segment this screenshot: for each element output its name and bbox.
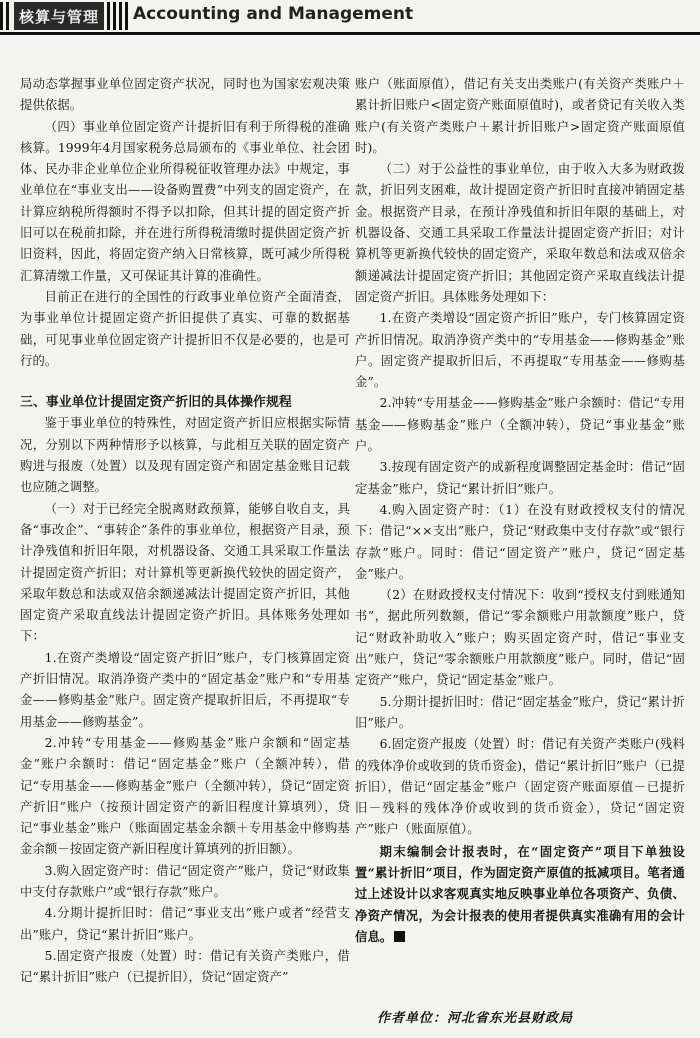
paragraph: 5.固定资产报废（处置）时：借记有关资产类账户，借记“累计折旧”账户（已提折旧），贷记“固定资产” [20,948,350,985]
closing-paragraph [355,841,685,947]
paragraph: （一）对于已经完全脱离财政预算，能够自收自支，具备“事改企”、“事转企”条件的事业单位，根据资产目录，预计净残值和折旧年限，对机器设备、交通工具采取工作量法计提固定资产折旧；对计算机等更新换代较快的固定资产，采取年数总和法或双倍余额递减法计提固定资产折旧，其他固定资产采取直线法计提固定资产折旧。具体账务处理如下： [20,501,350,644]
paragraph: 3.按现有固定资产的成新程度调整固定基金时：借记“固定基金”账户，贷记“累计折旧”账户。 [355,460,685,496]
paragraph: 6.固定资产报废（处置）时：借记有关资产类账户(残料的残体净价或收到的货币资金)，借记“累计折旧”账户（已提折旧），借记“固定基金”账户（固定资产账面原值－已提折旧－残料的残体净价或收到的货币资金），贷记“固定资产”账户（账面原值）。 [355,737,685,837]
header-bars-mid [107,2,128,30]
paragraph: 5.分期计提折旧时：借记“固定基金”账户，贷记“累计折旧”账户。 [355,694,685,730]
paragraph: 2.冲转“专用基金——修购基金”账户余额和“固定基金”账户余额时：借记“固定基金”账户（全额冲转），借记“专用基金——修购基金”账户（全额冲转），贷记“固定资产折旧”账户（按预计固定资产的新旧程度计算填列），贷记“事业基金”账户（账面固定基金余额＋专用基金中修购基金余额－按固定资产新旧程度计算填列的折旧额）。 [20,735,350,857]
paragraph: 局动态掌握事业单位固定资产状况，同时也为国家宏观决策提供依据。 [20,77,350,113]
paragraph: 目前正在进行的全国性的行政事业单位资产全面清查，为事业单位计提固定资产折旧提供了真实、可靠的数据基础，可见事业单位固定资产计提折旧不仅是必要的，也是可行的。 [20,289,350,368]
end-mark-icon [394,931,405,942]
header-rule [0,32,700,35]
paragraph: 鉴于事业单位的特殊性，对固定资产折旧应根据实际情况，分别以下两种情形予以核算，与此相互关联的固定资产购进与报废（处置）以及现有固定资产和固定基金账目记载也应随之调整。 [20,416,350,495]
page-header [0,0,700,38]
journal-title: Accounting and Management [133,4,414,24]
paragraph: 3.购入固定资产时：借记“固定资产”账户，贷记“财政集中支付存款账户”或“银行存款”账户。 [20,863,350,899]
right-column [355,74,685,947]
header-bars-left [0,2,9,30]
section-heading: 三、事业单位计提固定资产折旧的具体操作规程 [20,395,292,411]
paragraph: 1.在资产类增设“固定资产折旧”账户，专门核算固定资产折旧情况。取消净资产类中的“专用基金——修购基金”账户。固定资产提取折旧后，不再提取“专用基金——修购基金”。 [355,311,685,390]
author-affiliation: 作者单位：河北省东光县财政局 [377,1011,574,1026]
left-column [20,74,350,988]
paragraph: 4.分期计提折旧时：借记“事业支出”账户或者“经营支出”账户，贷记“累计折旧”账户。 [20,906,350,942]
section-tag: 核算与管理 [14,2,104,30]
paragraph: （二）对于公益性的事业单位，由于收入大多为财政拨款，折旧列支困难，故计提固定资产折旧时直接冲销固定基金。根据资产目录，在预计净残值和折旧年限的基础上，对机器设备、交通工具采取工作量法计提固定资产折旧；对计算机等更新换代较快的固定资产，采取年数总和法或双倍余额递减法计提固定资产折旧；其他固定资产采取直线法计提固定资产折旧。具体账务处理如下： [355,162,685,304]
paragraph: 2.冲转“专用基金——修购基金”账户余额时：借记“专用基金——修购基金”账户（全额冲转），贷记“事业基金”账户。 [355,396,685,454]
closing-text: 期末编制会计报表时，在“固定资产”项目下单独设置“累计折旧”项目，作为固定资产原值的抵减项目。笔者通过上述设计以求客观真实地反映事业单位各项资产、负债、净资产情况，为会计报表的使用者提供真实准确有用的会计信息。 [355,843,685,944]
paragraph: 账户（账面原值），借记有关支出类账户(有关资产类账户＋累计折旧账户<固定资产账面原值时)，或者贷记有关收入类账户(有关资产类账户＋累计折旧账户>固定资产账面原值时)。 [355,77,685,155]
paragraph: 1.在资产类增设“固定资产折旧”账户，专门核算固定资产折旧情况。取消净资产类中的“固定基金”账户和“专用基金——修购基金”账户。固定资产提取折旧后，不再提取“专用基金——修购基金”。 [20,650,350,729]
paragraph: （2）在财政授权支付情况下：收到“授权支付到账通知书”，据此所列数额，借记“零余额账户用款额度”账户，贷记“财政补助收入”账户；购买固定资产时，借记“事业支出”账户，贷记“零余额账户用款额度”账户。同时，借记“固定资产”账户，贷记“固定基金”账户。 [355,588,685,688]
paragraph: （四）事业单位固定资产计提折旧有利于所得税的准确核算。1999年4月国家税务总局颁布的《事业单位、社会团体、民办非企业单位企业所得税征收管理办法》中规定，事业单位在“事业支出——设备购置费”中列支的固定资产，在计算应纳税所得额时不得予以扣除，但其计提的固定资产折旧可以在税前扣除，并在进行所得税清缴时提供固定资产折旧资料，因此，将固定资产纳入日常核算，既可减少所得税汇算清缴工作量，又可保证其计算的准确性。 [20,119,350,283]
paragraph: 4.购入固定资产时：（1）在没有财政授权支付的情况下：借记“××支出”账户，贷记“财政集中支付存款”或“银行存款”账户。同时：借记“固定资产”账户，贷记“固定基金”账户。 [355,502,685,581]
